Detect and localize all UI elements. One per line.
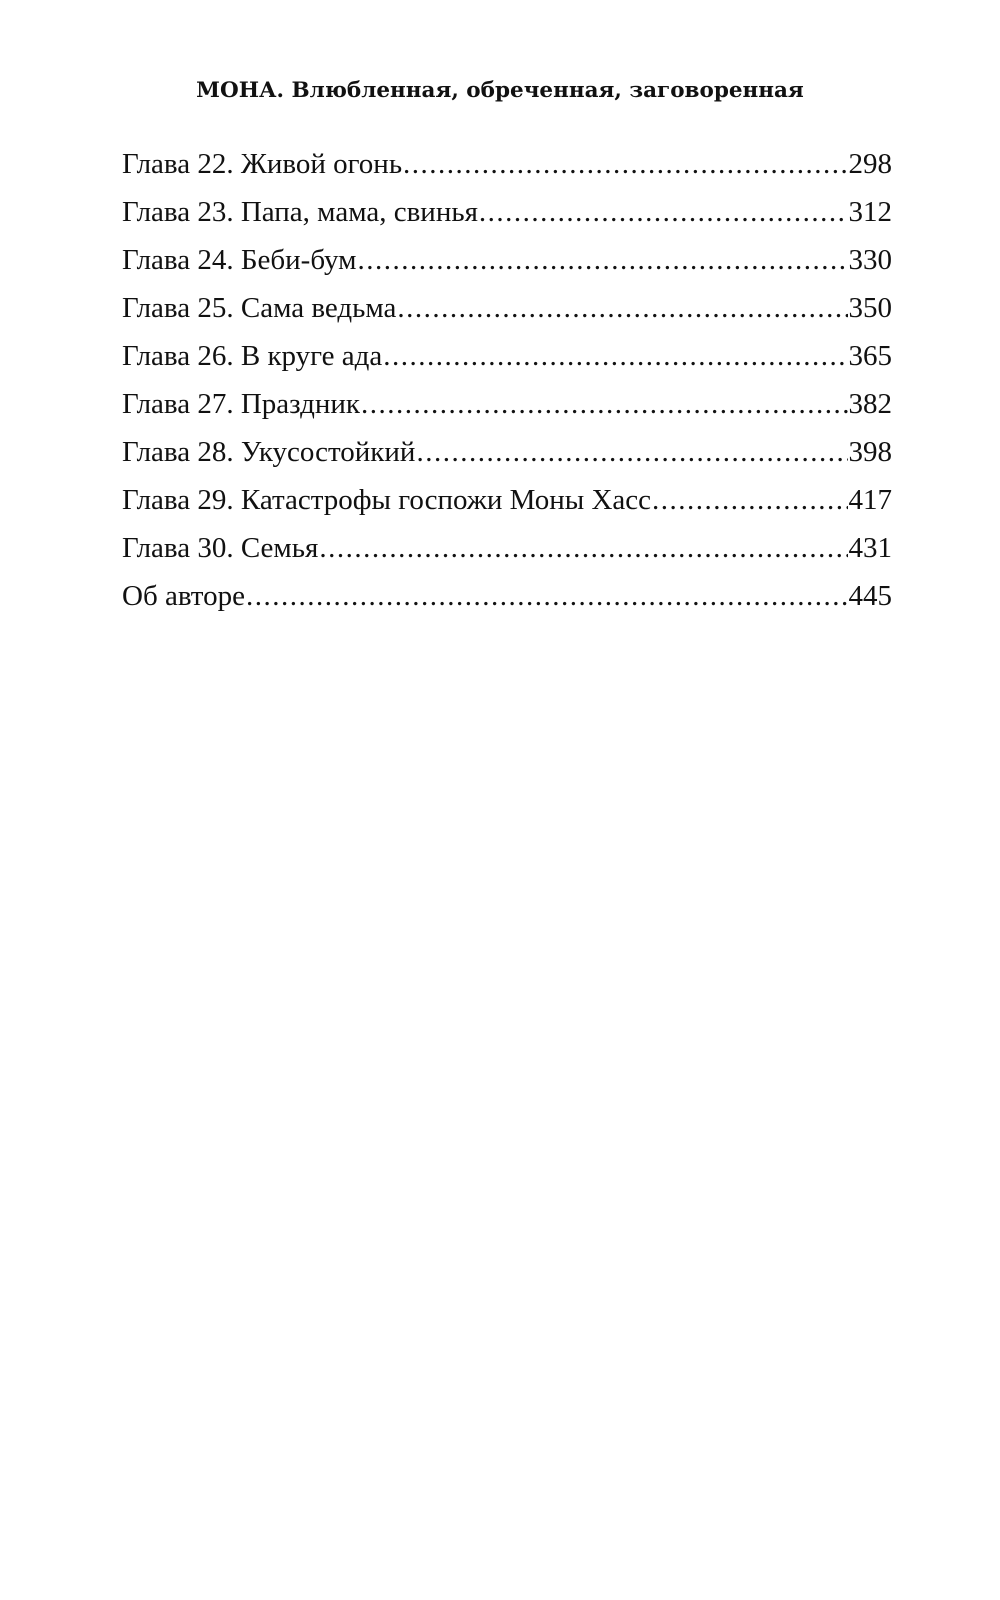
toc-entry-chapter-25	[122, 284, 892, 332]
toc-entry-chapter-23	[122, 188, 892, 236]
toc-dot-leader	[246, 572, 848, 620]
toc-entry-page-number: 417	[848, 484, 892, 516]
toc-entry-chapter-29	[122, 476, 892, 524]
toc-dot-leader	[319, 524, 847, 572]
toc-entry-title: Глава 30. Семья	[122, 532, 319, 564]
toc-entry-page-number: 312	[848, 196, 892, 228]
toc-dot-leader	[416, 428, 847, 476]
toc-entry-chapter-22	[122, 140, 892, 188]
toc-dot-leader	[361, 380, 848, 428]
toc-entry-page-number: 398	[848, 436, 892, 468]
toc-entry-page-number: 445	[848, 580, 892, 612]
toc-entry-title: Глава 25. Сама ведьма	[122, 292, 397, 324]
toc-entry-title: Об авторе	[122, 580, 245, 612]
toc-entry-page-number: 382	[848, 388, 892, 420]
toc-entry-page-number: 350	[848, 292, 892, 324]
toc-dot-leader	[357, 236, 847, 284]
toc-entry-page-number: 431	[848, 532, 892, 564]
toc-entry-title: Глава 26. В круге ада	[122, 340, 383, 372]
toc-dot-leader	[397, 284, 847, 332]
toc-entry-about-author	[122, 572, 892, 620]
table-of-contents	[122, 140, 892, 620]
toc-entry-page-number: 330	[848, 244, 892, 276]
toc-dot-leader	[652, 476, 847, 524]
toc-entry-chapter-30	[122, 524, 892, 572]
toc-dot-leader	[479, 188, 848, 236]
toc-dot-leader	[383, 332, 847, 380]
toc-dot-leader	[403, 140, 847, 188]
toc-entry-title: Глава 28. Укусостойкий	[122, 436, 416, 468]
toc-entry-title: Глава 27. Праздник	[122, 388, 360, 420]
toc-entry-page-number: 298	[848, 148, 892, 180]
toc-entry-chapter-26	[122, 332, 892, 380]
toc-entry-title: Глава 29. Катастрофы госпожи Моны Хасс	[122, 484, 652, 516]
toc-entry-chapter-24	[122, 236, 892, 284]
toc-entry-title: Глава 24. Беби-бум	[122, 244, 357, 276]
toc-entry-title: Глава 22. Живой огонь	[122, 148, 403, 180]
toc-entry-chapter-28	[122, 428, 892, 476]
toc-entry-page-number: 365	[848, 340, 892, 372]
toc-entry-title: Глава 23. Папа, мама, свинья	[122, 196, 478, 228]
toc-entry-chapter-27	[122, 380, 892, 428]
running-header-title: МОНА. Влюбленная, обреченная, заговоренная	[196, 78, 804, 103]
